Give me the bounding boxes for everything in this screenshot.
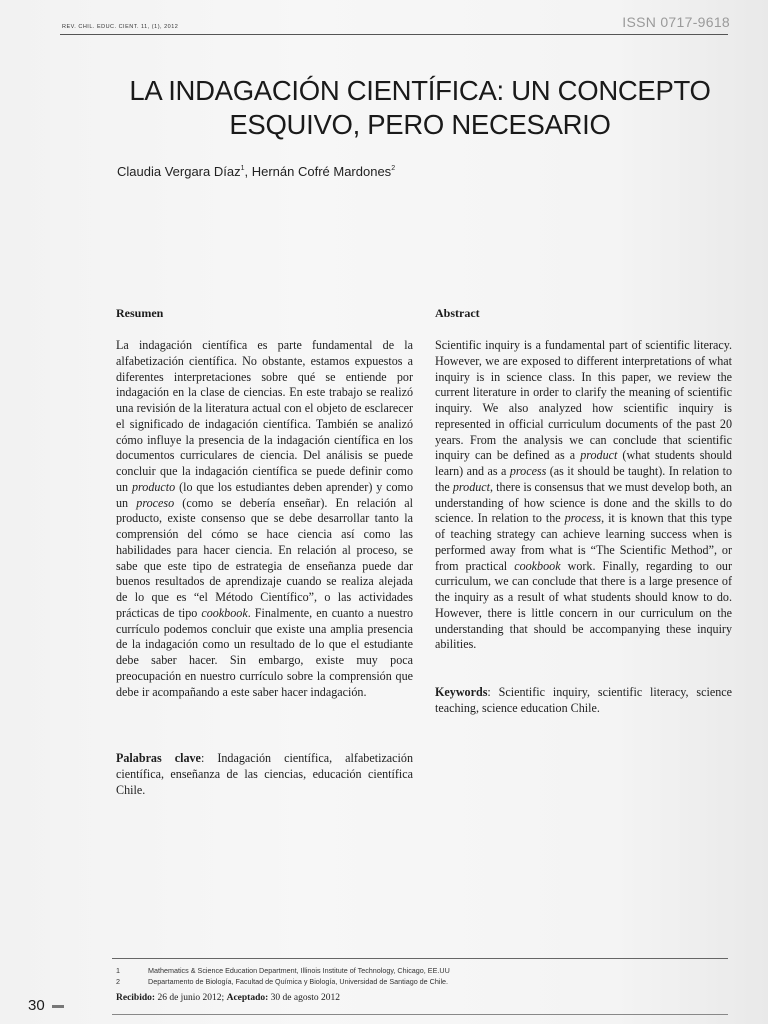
abstract-body [435,338,732,653]
abstract-text-4: , there is consensus that we must develop both, an understanding of how science is done and the skills to do science. In relation to the [435,479,732,526]
title-line-1: LA INDAGACIÓN CIENTÍFICA: UN CONCEPTO [129,75,711,106]
received-label: Recibido: [116,993,156,1003]
resumen-text-1: La indagación científica es parte fundamental de la alfabetización científica. No obstante, estamos expuestos a diferentes interpretaciones sobre qué se entiende por indagación en la clase de ciencias. En este trabajo se realizó una revisión de la literatura actual con el objeto de esclarecer el significado de indagación científica. También se analizó cómo influye la presencia de la indagación científica en los documentos curriculares de ciencia. Del análisis se puede concluir que la indagación científica se puede definir como un [116,338,413,494]
palabras-clave [116,751,413,798]
footnote-rule [112,958,728,959]
footnote-number: 2 [116,976,120,986]
header-rule [60,34,728,35]
palabras-clave-label: Palabras clave [116,751,201,765]
bottom-rule [112,1014,728,1015]
received-date: 26 de junio 2012; [155,993,227,1003]
accepted-label: Aceptado: [226,993,269,1003]
abstract-italic-process: process [509,464,547,478]
page-number-mark [52,1005,64,1008]
author-2: Hernán Cofré Mardones [251,164,392,179]
resumen-italic-proceso: proceso [136,495,175,510]
resumen-text-2: (lo que los estudiantes deben aprender) y como un [116,479,413,510]
abstract-text-2: (what students should learn) and as a [435,448,732,478]
resumen-text-4: . Finalmente, en cuanto a nuestro currículo podemos concluir que existe una amplia presencia de la indagación como un resultado de lo que el estudiante debe saber hacer. Sin embargo, existe muy poca preocupación en nuestro currículo sobre la comprensión que debe ir acompañando a este saber hacer indagación. [116,605,413,699]
footnote-text: Departamento de Biología, Facultad de Química y Biología, Universidad de Santiago de Chile. [148,976,449,986]
authors-line [117,164,395,179]
author-2-footnote-mark: 2 [391,165,396,172]
resumen-heading: Resumen [116,306,164,320]
footnote-1 [116,966,450,977]
abstract-italic-product-2: product [452,479,491,494]
abstract-italic-product: product [580,448,618,463]
submission-dates [116,993,340,1003]
issn-number: ISSN 0717-9618 [622,14,730,30]
abstract-heading: Abstract [435,306,480,320]
abstract-text-3: (as it should be taught). In relation to the [435,464,732,494]
keywords-text: : Scientific inquiry, scientific literacy, science teaching, science education Chile. [435,685,732,715]
author-1-footnote-mark: 1 [240,165,245,172]
abstract-text-5: , it is known that this type of teaching strategy can achieve learning success when is performed away from what is “The Scientific Method”, or from practical [435,511,732,573]
resumen-italic-producto: producto [131,479,176,494]
footnote-2 [116,977,450,988]
abstract-italic-process-2: process [564,511,602,526]
footnote-text: Mathematics & Science Education Department, Illinois Institute of Technology, Chicago, EE.UU [148,966,450,975]
footnotes [116,966,450,987]
abstract-text-6: work. Finally, regarding to our curriculum, we can conclude that there is a large presence of the inquiry as a result of what students should know to do. However, there is little concern in our curriculum on the understanding that should be accompanying these inquiry abilities. [435,558,732,652]
abstract-text-1: Scientific inquiry is a fundamental part of scientific literacy. However, we are exposed to different interpretations of what inquiry is in science class. In this paper, we review the current literature in order to clarify the meaning of scientific inquiry. We also analyzed how scientific inquiry is represented in official curriculum documents of the past 20 years. From the analysis we can conclude that scientific inquiry can be defined as a [435,338,732,463]
author-separator: , [244,164,252,179]
page-number: 30 [28,997,45,1014]
resumen-text-3: (como se debería enseñar). En relación al producto, existe consenso que se debe desarrollar tanto la comprensión del cómo se hace ciencia así como las habilidades para hacer ciencia. En relación al proceso, se sabe que este tipo de estrategia de enseñanza puede dar buenos resultados de aprendizaje cuando se realiza alejada de lo que es “el Método Científico”, o las actividades prácticas de tipo [116,495,413,620]
resumen-italic-cookbook: cookbook [201,605,248,620]
resumen-body [116,338,413,700]
accepted-date: 30 de agosto 2012 [268,993,341,1003]
palabras-clave-text: : Indagación científica, alfabetización científica, enseñanza de las ciencias, educación científica Chile. [116,751,413,797]
keywords-label: Keywords [435,685,488,699]
title-line-2: ESQUIVO, PERO NECESARIO [229,109,611,140]
journal-reference: REV. CHIL. EDUC. CIENT. 11, (1), 2012 [62,24,179,30]
footnote-number: 1 [116,966,120,975]
author-1: Claudia Vergara Díaz [117,164,241,179]
abstract-italic-cookbook: cookbook [514,558,561,573]
article-title [70,74,768,142]
keywords [435,685,732,717]
